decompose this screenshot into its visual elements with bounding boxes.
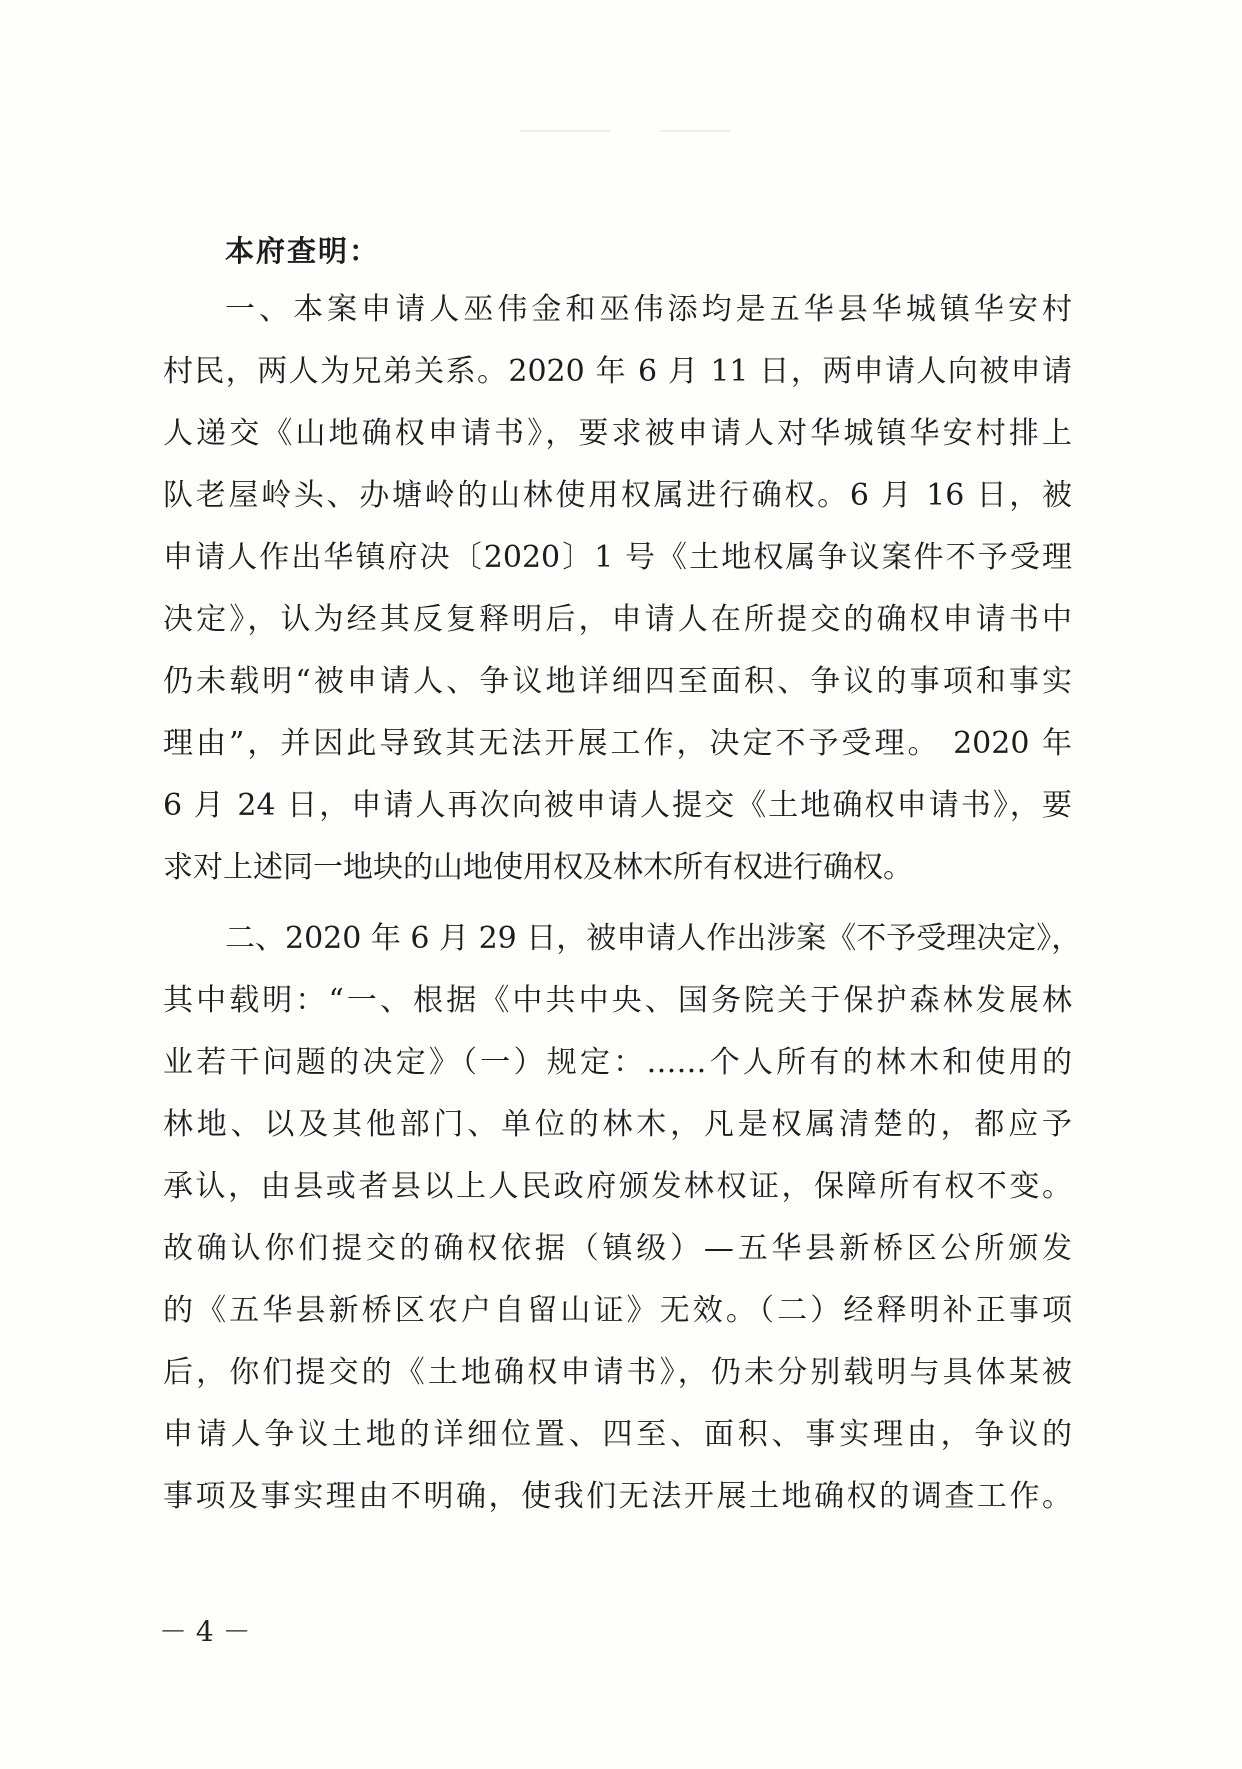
paragraph-line: 其中载明：“一、根据《中共中央、国务院关于保护森林发展林 — [163, 983, 1072, 1018]
paragraph-line: 仍未载明“被申请人、争议地详细四至面积、争议的事项和事实 — [163, 664, 1072, 699]
paragraph-line: 事项及事实理由不明确，使我们无法开展土地确权的调查工作。 — [163, 1479, 1072, 1514]
paragraph-line: 决定》，认为经其反复释明后，申请人在所提交的确权申请书中 — [163, 602, 1072, 637]
paragraph-line: 业若干问题的决定》（一）规定：……个人所有的林木和使用的 — [163, 1045, 1072, 1080]
paragraph-line: 申请人争议土地的详细位置、四至、面积、事实理由，争议的 — [163, 1417, 1072, 1452]
paragraph-line: 一、本案申请人巫伟金和巫伟添均是五华县华城镇华安村 — [225, 292, 1072, 327]
paragraph-line: 的《五华县新桥区农户自留山证》无效。（二）经释明补正事项 — [163, 1293, 1072, 1328]
scan-artifact — [660, 130, 730, 132]
paragraph-line: 申请人作出华镇府决〔2020〕1 号《土地权属争议案件不予受理 — [163, 540, 1072, 575]
section-heading: 本府查明： — [225, 234, 381, 268]
paragraph-line: 后，你们提交的《土地确权申请书》，仍未分别载明与具体某被 — [163, 1355, 1072, 1390]
page-number: － 4 － — [159, 1615, 251, 1648]
paragraph-line: 理由”，并因此导致其无法开展工作，决定不予受理。 2020 年 — [163, 726, 1072, 761]
paragraph-line: 求对上述同一地块的山地使用权及林木所有权进行确权。 — [163, 850, 913, 885]
paragraph-line: 二、2020 年 6 月 29 日，被申请人作出涉案《不予受理决定》， — [225, 921, 1082, 956]
paragraph-line: 林地、以及其他部门、单位的林木，凡是权属清楚的，都应予 — [163, 1107, 1072, 1142]
paragraph-line: 故确认你们提交的确权依据（镇级）—五华县新桥区公所颁发 — [163, 1231, 1072, 1266]
paragraph-line: 村民，两人为兄弟关系。2020 年 6 月 11 日，两申请人向被申请 — [163, 354, 1072, 389]
paragraph-line: 承认，由县或者县以上人民政府颁发林权证，保障所有权不变。 — [163, 1169, 1072, 1204]
paragraph-line: 6 月 24 日，申请人再次向被申请人提交《土地确权申请书》，要 — [163, 788, 1072, 823]
paragraph-line: 人递交《山地确权申请书》，要求被申请人对华城镇华安村排上 — [163, 416, 1072, 451]
scan-artifact — [520, 130, 610, 132]
paragraph-line: 队老屋岭头、办塘岭的山林使用权属进行确权。6 月 16 日，被 — [163, 478, 1072, 513]
